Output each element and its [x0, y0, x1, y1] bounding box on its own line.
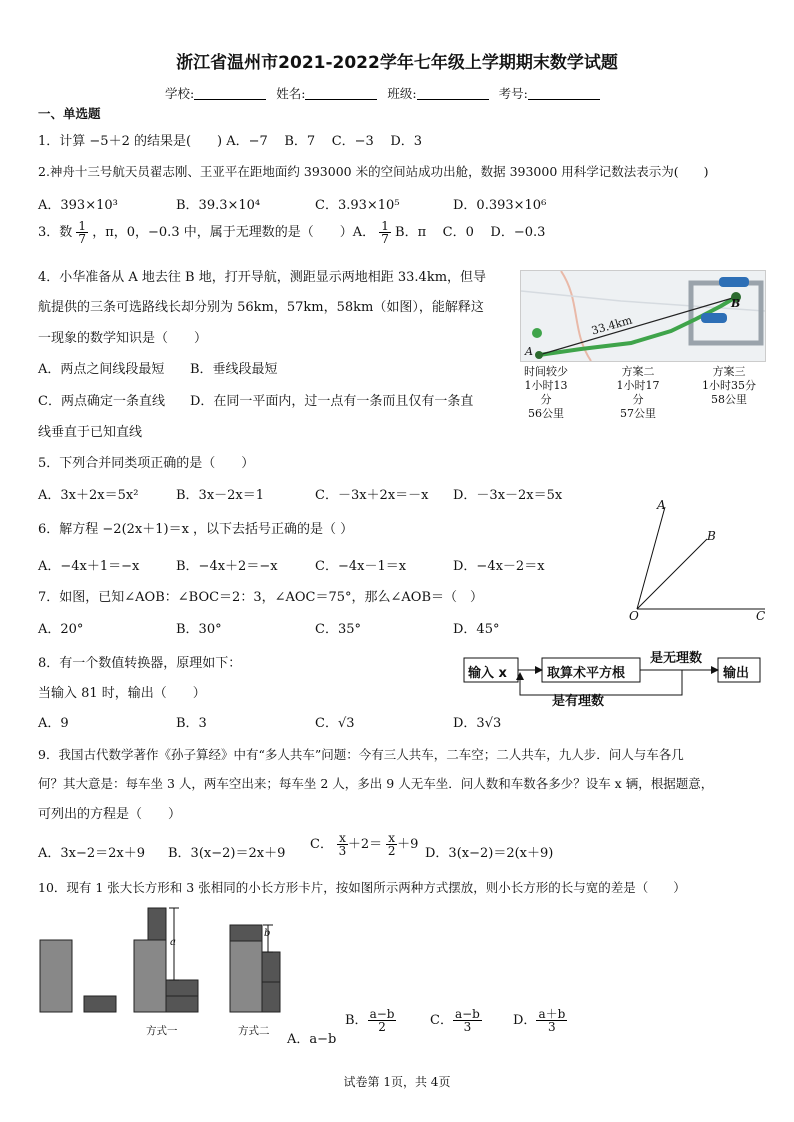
q4-option-c: C．两点确定一条直线	[38, 394, 165, 409]
q5-option-c: C．－3x＋2x＝－x	[315, 488, 429, 503]
q2-option-c: C．3.93×10⁵	[315, 198, 400, 213]
q1-stem: 1．计算 −5＋2 的结果是( )	[38, 134, 223, 149]
map-distance-label: 33.4km	[590, 313, 634, 338]
q10-option-a: A．a−b	[287, 1032, 337, 1047]
q3-option-c: C．0	[442, 225, 474, 240]
map-drawing	[521, 271, 765, 361]
question-1	[38, 130, 422, 149]
map-label-b: B	[731, 297, 741, 310]
q4-line3: 一现象的数学知识是（ ）	[38, 331, 208, 346]
fig-label-a: a	[170, 937, 176, 948]
q7-option-a: A．20°	[38, 622, 84, 637]
q4-option-d-cont: 线垂直于已知直线	[38, 425, 143, 440]
big-rectangle	[40, 940, 72, 1012]
q3-option-d: D．−0.3	[490, 225, 546, 240]
q6-option-a: A．−4x＋1＝−x	[38, 559, 140, 574]
small-rectangle	[84, 996, 116, 1012]
q6-option-c: C．−4x－1＝x	[315, 559, 407, 574]
q2-stem: 2.神舟十三号航天员翟志刚、王亚平在距地面约 393000 米的空间站成功出舱，数据 393000 用科学记数法表示为( )	[38, 164, 709, 179]
page-title: 浙江省温州市2021-2022学年七年级上学期期末数学试题	[176, 53, 618, 73]
navigation-map	[520, 270, 766, 362]
way-2-label: 方式二	[238, 1025, 270, 1037]
q8-option-d: D．3√3	[453, 716, 502, 731]
question-3	[38, 220, 545, 245]
rectangle-cards-figure	[38, 905, 288, 1035]
q1-option-a: A．−7	[226, 134, 268, 149]
q7-option-b: B．30°	[176, 622, 222, 637]
q9-option-a: A．3x−2＝2x＋9	[38, 846, 146, 861]
angle-label-a: A	[657, 498, 666, 512]
q8-line2: 当输入 81 时，输出（ ）	[38, 686, 206, 701]
q4-option-a: A．两点之间线段最短	[38, 362, 165, 377]
flow-process-box: 取算术平方根	[547, 666, 626, 681]
q10-stem: 10．现有 1 张大长方形和 3 张相同的小长方形卡片，按如图所示两种方式摆放，则小长方形的长与宽的差是（ ）	[38, 880, 686, 895]
angle-label-o: O	[629, 609, 639, 623]
q5-stem: 5．下列合并同类项正确的是（ ）	[38, 456, 255, 471]
fig-label-b: b	[264, 928, 271, 939]
q8-option-c: C．√3	[315, 716, 355, 731]
q7-stem: 7．如图，已知∠AOB：∠BOC＝2：3，∠AOC＝75°，那么∠AOB＝（ ）	[38, 590, 484, 605]
q4-line1: 4．小华准备从 A 地去往 B 地，打开导航，测距显示两地相距 33.4km，但导	[38, 270, 487, 285]
q7-option-d: D．45°	[453, 622, 500, 637]
q1-option-c: C．−3	[331, 134, 374, 149]
class-blank[interactable]	[417, 87, 489, 100]
ray-oa	[637, 507, 665, 609]
school-blank[interactable]	[194, 87, 266, 100]
q2-option-a: A．393×10³	[38, 198, 118, 213]
q8-stem: 8．有一个数值转换器，原理如下：	[38, 656, 242, 671]
q6-option-b: B．−4x＋2＝−x	[176, 559, 278, 574]
q4-option-b: B．垂线段最短	[190, 362, 278, 377]
exam-no-blank[interactable]	[528, 87, 600, 100]
flow-irrational-label: 是无理数	[650, 651, 703, 666]
angle-label-c: C	[756, 609, 766, 623]
q10-option-c: C． $\frac{a-b}{3}$	[430, 1007, 480, 1034]
q9-option-c: C． $\frac{x}{3}$ ＋2＝ $\frac{x}{2}$ ＋9	[310, 831, 419, 858]
q2-option-b: B．39.3×10⁴	[176, 198, 261, 213]
angle-figure	[625, 495, 770, 625]
q5-option-d: D．－3x－2x＝5x	[453, 488, 563, 503]
route-3-info: 方案三 1小时35分 58公里	[702, 365, 756, 406]
q8-option-b: B．3	[176, 716, 207, 731]
student-info-line	[165, 84, 606, 102]
point-a-marker	[535, 351, 543, 359]
q1-option-d: D．3	[390, 134, 423, 149]
q5-option-b: B．3x－2x＝1	[176, 488, 265, 503]
way-1-label: 方式一	[146, 1025, 178, 1037]
exam-no-label: 考号:	[498, 86, 528, 101]
q9-option-b: B．3(x−2)＝2x＋9	[168, 846, 286, 861]
page-footer: 试卷第 1页，共 4页	[343, 1075, 451, 1089]
class-label: 班级:	[387, 86, 417, 101]
angle-label-b: B	[707, 529, 716, 543]
q6-option-d: D．−4x－2＝x	[453, 559, 545, 574]
name-label: 姓名:	[276, 86, 306, 101]
q8-option-a: A．9	[38, 716, 69, 731]
section-heading: 一、单选题	[38, 106, 101, 121]
q7-option-c: C．35°	[315, 622, 361, 637]
school-label: 学校:	[165, 86, 195, 101]
q9-option-d: D．3(x−2)＝2(x＋9)	[425, 846, 554, 861]
flow-output-box: 输出	[723, 666, 750, 681]
q3-fraction: $\frac{1}{7}$	[78, 219, 87, 246]
q6-stem: 6．解方程 −2(2x＋1)＝x ，以下去括号正确的是（ ）	[38, 522, 354, 537]
q3-post: ，π，0，−0.3 中，属于无理数的是（ ）A．	[92, 225, 376, 240]
route-2-info: 方案二 1小时17分 57公里	[616, 365, 660, 420]
q4-option-d: D．在同一平面内，过一点有一条而且仅有一条直	[190, 394, 474, 409]
q9-line1: 9．我国古代数学著作《孙子算经》中有“多人共车”问题：今有三人共车，二车空；二人共车，九人步．问人与车各几	[38, 747, 684, 762]
q10-option-b: B． $\frac{a-b}{2}$	[345, 1007, 395, 1034]
q9-line2: 何？其大意是：每车坐 3 人，两车空出来；每车坐 2 人，多出 9 人无车坐．问人数和车数各多少？设车 x 辆，根据题意，	[38, 776, 714, 791]
flow-input-box: 输入 x	[468, 666, 507, 681]
route-1-info: 时间较少 1小时13分 56公里	[524, 365, 568, 420]
q3-option-b: B．π	[395, 225, 427, 240]
q3-pre: 3．数	[38, 225, 73, 240]
q9-line3: 可列出的方程是（ ）	[38, 807, 182, 822]
q5-option-a: A．3x＋2x＝5x²	[38, 488, 139, 503]
ray-ob	[637, 539, 707, 609]
name-blank[interactable]	[305, 87, 377, 100]
q3-option-a-fraction: $\frac{1}{7}$	[381, 219, 389, 246]
map-label-a: A	[525, 345, 533, 358]
q4-line2: 航提供的三条可选路线长却分别为 56km，57km，58km（如图），能解释这	[38, 300, 484, 315]
flow-rational-label: 是有理数	[552, 694, 605, 709]
q10-option-d: D． $\frac{a+b}{3}$	[513, 1007, 566, 1034]
q1-option-b: B．7	[284, 134, 316, 149]
q2-option-d: D．0.393×10⁶	[453, 198, 547, 213]
